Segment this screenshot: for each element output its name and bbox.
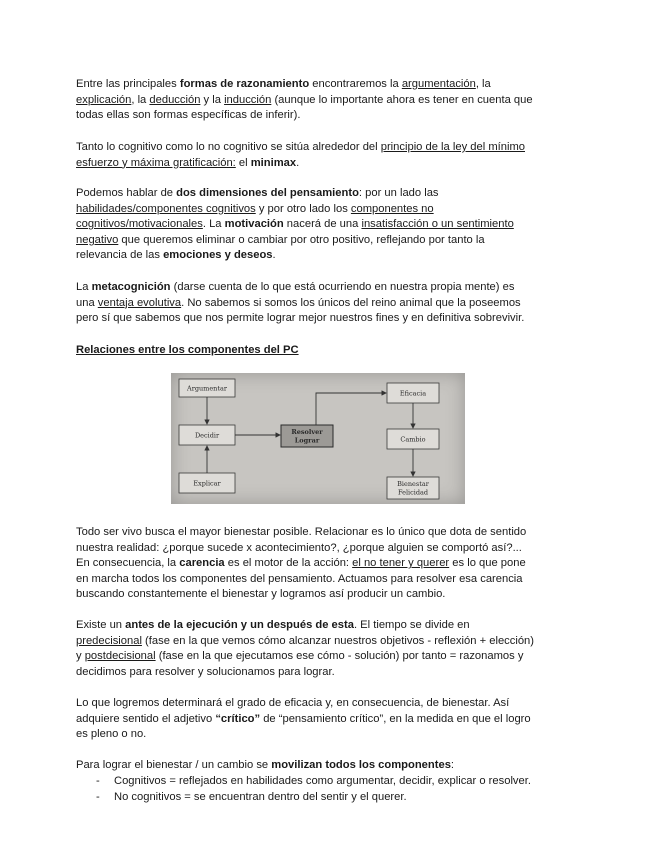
text-line: en marcha todos los componentes del pensamiento. Actuamos para resolver esa carencia <box>76 572 523 585</box>
text-line: es pleno o no. <box>76 728 147 741</box>
text: Tanto lo cognitivo como lo no cognitivo se sitúa alrededor del <box>76 141 381 153</box>
text: adquiere sentido el adjetivo <box>76 712 216 725</box>
text: y la <box>200 93 225 106</box>
text: una <box>76 296 98 309</box>
text-line: pero sí que sabemos que nos permite lograr mejor nuestros fines y en definitiva sobrevivir. <box>76 312 525 325</box>
text: , la <box>475 78 491 90</box>
text-line: Todo ser vivo busca el mayor bienestar posible. Relacionar es lo único que dota de sentido <box>76 526 527 538</box>
bold-text: minimax <box>250 156 297 169</box>
underlined-text: esfuerzo y máxima gratificación: <box>76 156 236 169</box>
bold-text: dos dimensiones del pensamiento <box>176 187 359 199</box>
bullet-dash: - <box>96 775 100 787</box>
text-line: buscando constantemente el bienestar y logramos así producir un cambio. <box>76 588 446 601</box>
text: En consecuencia, la <box>76 557 180 570</box>
bold-text: motivación <box>224 218 284 231</box>
node-bienestar-label-1: Bienestar <box>397 480 429 488</box>
list-item: No cognitivos = se encuentran dentro del sentir y el querer. <box>114 791 407 803</box>
text: (fase en la que vemos cómo alcanzar nuestros objetivos - reflexión + elección) <box>141 634 535 647</box>
node-resolver-label-2: Lograr <box>294 436 320 445</box>
text: de “pensamiento crítico”, en la medida en que el logro <box>260 712 531 725</box>
text: . <box>296 156 300 169</box>
section-heading <box>76 343 576 359</box>
bold-text: carencia <box>179 557 225 570</box>
text: Entre las principales <box>76 78 180 90</box>
text: que queremos eliminar o cambiar por otro positivo, reflejando por tanto la <box>118 233 485 246</box>
paragraph-two-dimensions <box>76 186 576 264</box>
text-line: decidimos para resolver y solucionamos para lograr. <box>76 665 335 678</box>
underlined-text: postdecisional <box>84 650 156 663</box>
node-explicar-label: Explicar <box>193 479 221 488</box>
text: y <box>76 650 85 663</box>
text: Podemos hablar de <box>76 187 177 199</box>
heading-text: Relaciones entre los componentes del PC <box>76 344 299 356</box>
underlined-text: ventaja evolutiva <box>97 296 182 309</box>
text-line: nuestra realidad: ¿porque sucede x acontecimiento?, ¿porque alguien se comportó así?... <box>76 541 522 554</box>
underlined-text: habilidades/componentes cognitivos <box>76 202 256 215</box>
text: (fase en la que ejecutamos ese cómo - solución) por tanto = razonamos y <box>155 650 524 663</box>
node-resolver-label-1: Resolver <box>291 428 323 436</box>
paragraph-forms-of-reasoning <box>76 77 576 124</box>
text: . El tiempo se divide en <box>353 619 470 631</box>
paragraph-before-after <box>76 618 576 680</box>
bold-text: antes de la ejecución y un después de esta <box>125 619 354 631</box>
node-eficacia-label: Eficacia <box>399 389 427 398</box>
underlined-text: negativo <box>76 233 119 246</box>
underlined-text: insatisfacción o un sentimiento <box>361 218 514 231</box>
text: (aunque lo importante ahora es tener en cuenta que <box>271 93 533 106</box>
text: es el motor de la acción: <box>224 557 353 570</box>
underlined-text: predecisional <box>76 634 142 647</box>
text-line: Lo que logremos determinará el grado de eficacia y, en consecuencia, de bienestar. Así <box>76 697 510 709</box>
underlined-text: explicación <box>76 93 132 106</box>
underlined-text: principio de la ley del mínimo <box>380 141 525 153</box>
underlined-text: cognitivos/motivacionales <box>76 218 203 231</box>
paragraph-wellbeing <box>76 525 576 603</box>
node-cambio-label: Cambio <box>400 435 426 444</box>
text: Existe un <box>76 619 126 631</box>
text: , la <box>131 93 150 106</box>
text: encontraremos la <box>309 78 402 90</box>
bold-text: formas de razonamiento <box>179 78 310 90</box>
text: . La <box>202 218 225 231</box>
bullet-dash: - <box>96 791 100 803</box>
underlined-text: argumentación <box>401 78 476 90</box>
paragraph-metacognition <box>76 280 576 327</box>
components-diagram <box>171 373 465 504</box>
underlined-text: inducción <box>224 93 272 106</box>
text: . No sabemos si somos los únicos del reino animal que la poseemos <box>181 296 521 309</box>
arrow-resolver-eficacia <box>316 393 386 425</box>
node-argumentar-label: Argumentar <box>187 384 227 393</box>
underlined-text: deducción <box>149 93 201 106</box>
bold-text: “crítico” <box>215 712 261 725</box>
text: es lo que pone <box>449 557 526 570</box>
bold-text: metacognición <box>91 281 171 293</box>
node-bienestar-label-2: Felicidad <box>397 488 429 497</box>
paragraph-critical <box>76 696 576 743</box>
text-line: todas ellas son formas específicas de inferir). <box>76 109 301 122</box>
text: (darse cuenta de lo que está ocurriendo en nuestra propia mente) es <box>170 281 515 293</box>
underlined-text: el no tener y querer <box>352 557 450 570</box>
text: Para lograr el bienestar / un cambio se <box>76 759 272 771</box>
list-item: Cognitivos = reflejados en habilidades como argumentar, decidir, explicar o resolver. <box>114 775 531 787</box>
bold-text: emociones y deseos <box>163 249 273 262</box>
text: : por un lado las <box>358 187 439 199</box>
text: La <box>76 281 92 293</box>
text: relevancia de las <box>76 249 164 262</box>
text: el <box>235 156 251 169</box>
bold-text: movilizan todos los componentes <box>271 759 451 771</box>
node-decidir-label: Decidir <box>194 431 220 440</box>
text: y por otro lado los <box>255 202 351 215</box>
text: nacerá de una <box>283 218 362 231</box>
diagram-svg <box>171 373 465 504</box>
paragraph-minimax <box>76 140 576 171</box>
text: : <box>450 759 455 771</box>
paragraph-mobilize <box>76 758 576 774</box>
underlined-text: componentes no <box>350 202 434 215</box>
text: . <box>272 249 276 262</box>
